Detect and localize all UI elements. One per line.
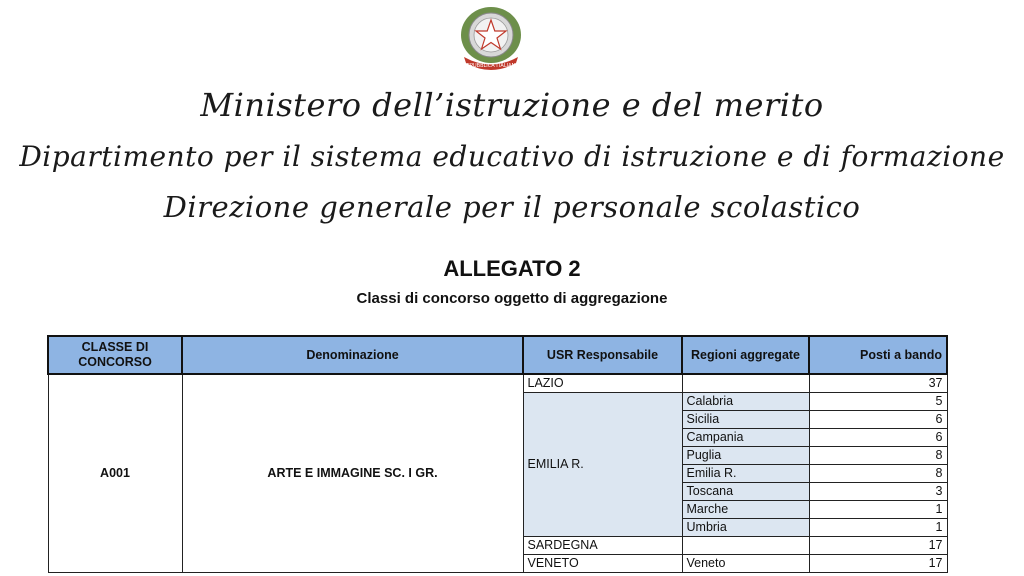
posti-cell: 6 [809, 429, 947, 447]
posti-cell: 6 [809, 411, 947, 429]
header-denominazione: Denominazione [182, 336, 523, 374]
region-cell [682, 537, 809, 555]
ministry-line-1: Ministero dell’istruzione e del merito [200, 86, 824, 124]
ministry-line-2: Dipartimento per il sistema educativo di istruzione e di formazione [19, 140, 1005, 173]
region-cell: Toscana [682, 483, 809, 501]
posti-cell: 1 [809, 501, 947, 519]
header-usr: USR Responsabile [523, 336, 682, 374]
region-cell: Campania [682, 429, 809, 447]
table-header-row [48, 336, 947, 374]
region-cell: Veneto [682, 555, 809, 573]
region-cell [682, 374, 809, 393]
usr-cell: LAZIO [523, 374, 682, 393]
emblem-banner-text: REPUBBLICA ITALIANA [463, 63, 519, 69]
header-posti: Posti a bando [809, 336, 947, 374]
header-classe: CLASSE DI CONCORSO [48, 336, 182, 374]
region-cell: Marche [682, 501, 809, 519]
header-regioni: Regioni aggregate [682, 336, 809, 374]
region-cell: Sicilia [682, 411, 809, 429]
posti-cell: 1 [809, 519, 947, 537]
ministry-line-3: Direzione generale per il personale scolastico [163, 190, 861, 224]
region-cell: Calabria [682, 393, 809, 411]
posti-cell: 8 [809, 465, 947, 483]
region-cell: Umbria [682, 519, 809, 537]
region-cell: Emilia R. [682, 465, 809, 483]
posti-cell: 37 [809, 374, 947, 393]
document-title: ALLEGATO 2 [443, 256, 581, 281]
usr-cell: EMILIA R. [523, 393, 682, 537]
republic-emblem [452, 2, 530, 76]
posti-cell: 8 [809, 447, 947, 465]
allocation-table [47, 335, 948, 573]
usr-cell: SARDEGNA [523, 537, 682, 555]
posti-cell: 17 [809, 537, 947, 555]
usr-cell: VENETO [523, 555, 682, 573]
region-cell: Puglia [682, 447, 809, 465]
table-row [48, 374, 947, 393]
posti-cell: 3 [809, 483, 947, 501]
posti-cell: 5 [809, 393, 947, 411]
classe-cell: A001 [48, 374, 182, 573]
document-subtitle: Classi di concorso oggetto di aggregazione [356, 290, 668, 307]
posti-cell: 17 [809, 555, 947, 573]
denominazione-cell: ARTE E IMMAGINE SC. I GR. [182, 374, 523, 573]
